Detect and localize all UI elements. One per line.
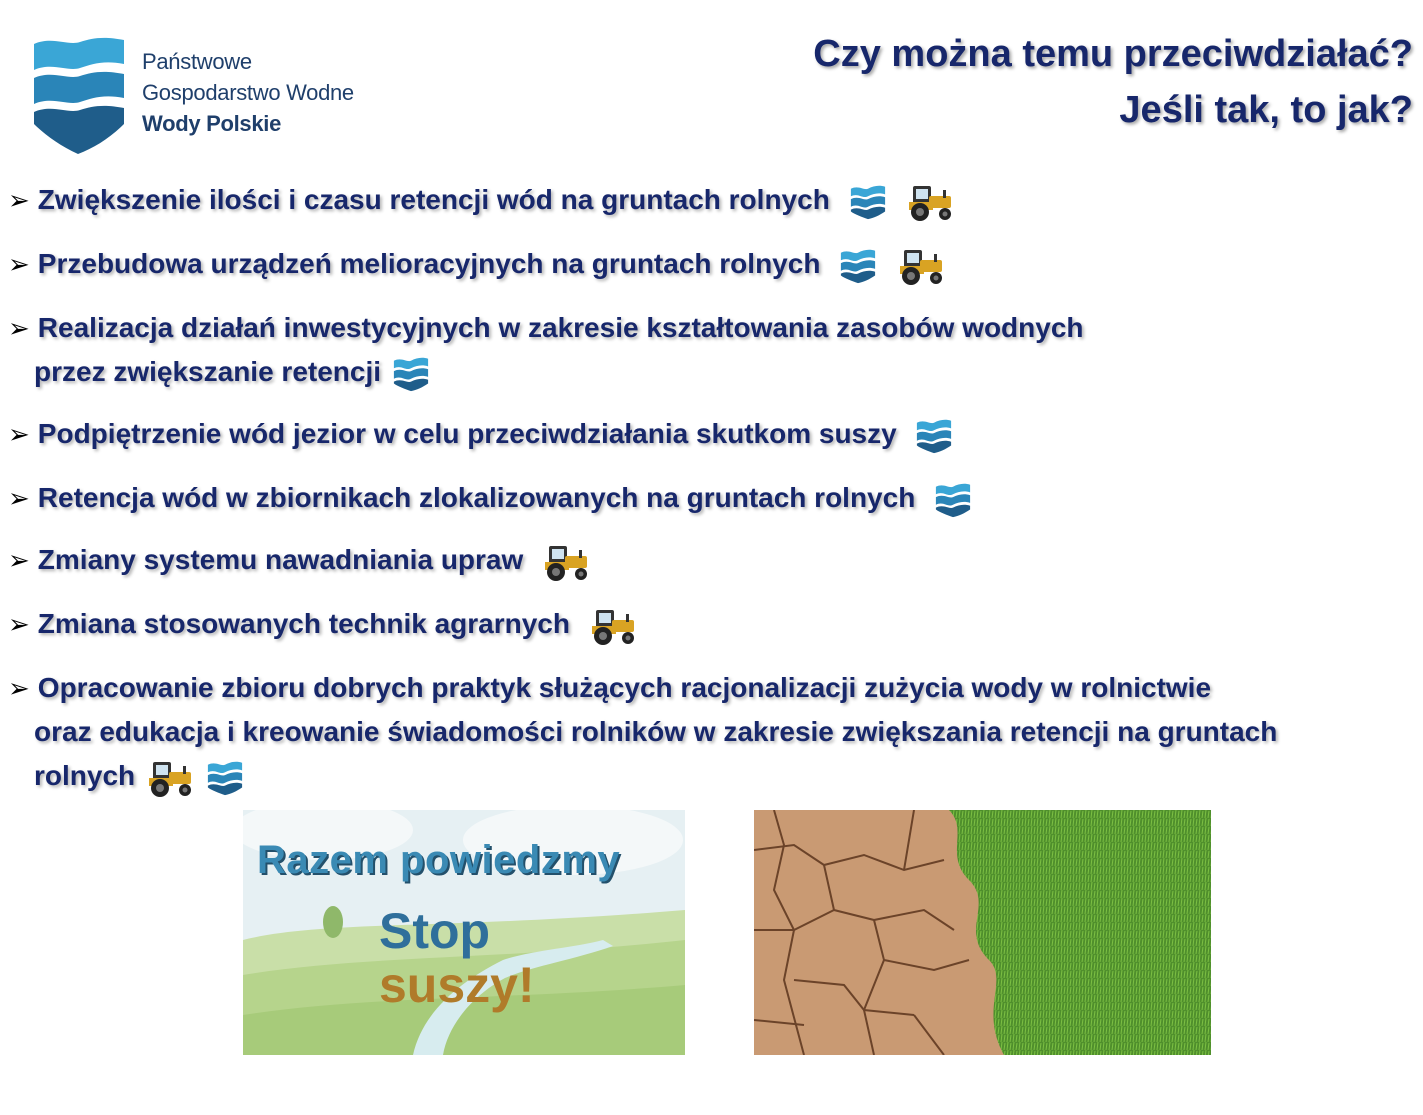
bullet-text: Podpiętrzenie wód jezior w celu przeciwdziałania skutkom suszy xyxy=(37,418,897,449)
bullet-text: Zmiana stosowanych technik agrarnych xyxy=(37,608,570,639)
tractor-icon xyxy=(588,606,638,646)
bullet-text-line-2 xyxy=(8,350,1418,394)
wave-icon xyxy=(391,355,431,393)
bullet-text-line-2: oraz edukacja i kreowanie świadomości rolników w zakresie zwiększania retencji na gruntach xyxy=(34,716,1278,747)
page-title xyxy=(813,26,1413,138)
bullet-text-cont: rolnych xyxy=(34,760,136,791)
arrow-icon: ➢ xyxy=(8,313,30,343)
arrow-icon: ➢ xyxy=(8,419,30,449)
tractor-icon xyxy=(896,246,946,286)
bullet-item-8 xyxy=(8,666,1418,798)
wave-icon xyxy=(914,417,954,455)
title-line-1: Czy można temu przeciwdziałać? xyxy=(813,33,1413,75)
bullet-item-2 xyxy=(8,242,1418,286)
tractor-icon xyxy=(145,758,195,798)
arrow-icon: ➢ xyxy=(8,249,30,279)
campaign-stop-text: Stop xyxy=(379,903,491,959)
wave-icon xyxy=(205,759,245,797)
campaign-image xyxy=(243,810,685,1055)
bullet-item-6 xyxy=(8,538,1418,582)
wave-icon xyxy=(848,183,888,221)
drought-grass-illustration xyxy=(754,810,1211,1055)
bullet-text: Retencja wód w zbiornikach zlokalizowanych na gruntach rolnych xyxy=(37,482,916,513)
logo-text xyxy=(142,46,354,139)
bullet-text: Zwiększenie ilości i czasu retencji wód na gruntach rolnych xyxy=(37,184,830,215)
arrow-icon: ➢ xyxy=(8,609,30,639)
campaign-heading: Razem powiedzmy xyxy=(257,838,621,882)
bullet-item-7 xyxy=(8,602,1418,646)
logo-line-3: Wody Polskie xyxy=(142,111,282,136)
bullet-text: Realizacja działań inwestycyjnych w zakresie kształtowania zasobów wodnych xyxy=(37,312,1084,343)
bullet-text-cont: przez zwiększanie retencji xyxy=(34,356,382,387)
tractor-icon xyxy=(905,182,955,222)
bullet-text: Opracowanie zbioru dobrych praktyk służących racjonalizacji zużycia wody w rolnictwie xyxy=(37,672,1212,703)
arrow-icon: ➢ xyxy=(8,545,30,575)
bullet-item-4 xyxy=(8,412,1418,456)
bullet-item-1 xyxy=(8,178,1418,222)
bullet-item-5 xyxy=(8,476,1418,520)
title-line-2: Jeśli tak, to jak? xyxy=(1119,89,1413,131)
logo-line-1: Państwowe xyxy=(142,49,252,74)
logo-line-2: Gospodarstwo Wodne xyxy=(142,80,354,105)
drought-grass-photo xyxy=(754,810,1211,1055)
logo-mark-icon xyxy=(30,34,126,156)
tractor-icon xyxy=(541,542,591,582)
arrow-icon: ➢ xyxy=(8,673,30,703)
bullet-text: Przebudowa urządzeń melioracyjnych na gruntach rolnych xyxy=(37,248,821,279)
wave-icon xyxy=(933,481,973,519)
bullet-text: Zmiany systemu nawadniania upraw xyxy=(37,544,524,575)
campaign-suszy-text: suszy! xyxy=(379,957,535,1013)
wave-icon xyxy=(838,247,878,285)
wody-polskie-logo xyxy=(30,34,360,159)
bullet-text-line-3 xyxy=(8,754,1418,798)
arrow-icon: ➢ xyxy=(8,185,30,215)
bullet-item-3 xyxy=(8,306,1418,394)
arrow-icon: ➢ xyxy=(8,483,30,513)
